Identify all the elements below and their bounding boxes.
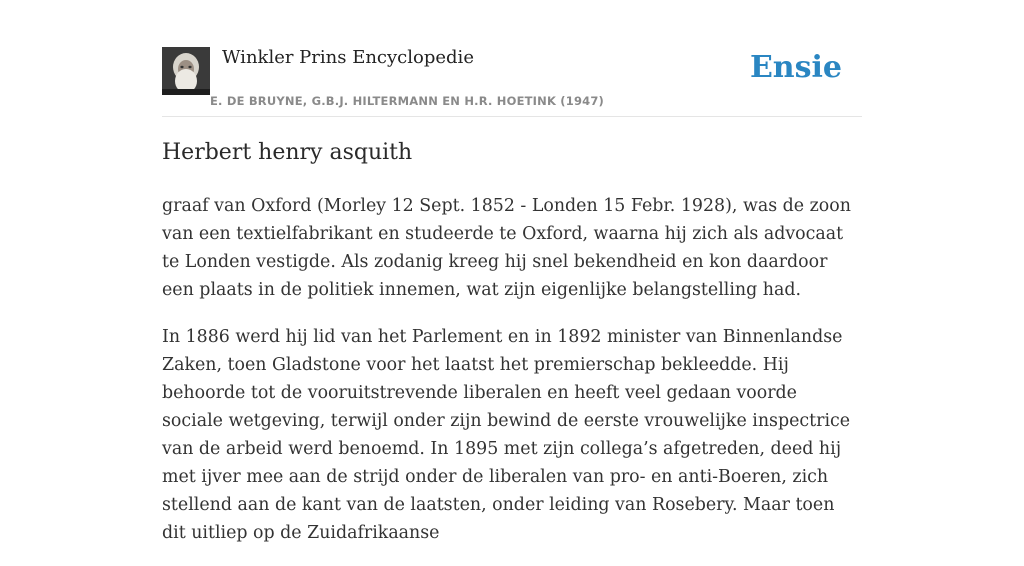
article-title: Herbert henry asquith: [162, 140, 413, 165]
article-paragraph: graaf van Oxford (Morley 12 Sept. 1852 - Londen 15 Febr. 1928), was de zoon van een textielfabrikant en studeerde te Oxford, waarna hij zich als advocaat te Londen vestigde. Als zodanig kreeg hij snel bekendheid en kon daardoor een plaats in de politiek innemen, wat zijn eigenlijke belangstelling had.: [162, 196, 851, 300]
author-portrait: [162, 47, 210, 95]
article-body: [162, 192, 862, 566]
article-paragraph: In 1886 werd hij lid van het Parlement en in 1892 minister van Binnenlandse Zaken, toen Gladstone voor het laatst het premierschap bekleedde. Hij behoorde tot de vooruitstrevende liberalen en heeft veel gedaan voorde sociale wetgeving, terwijl onder zijn bewind de eerste vrouwelijke inspectrice van de arbeid werd benoemd. In 1895 met zijn collega’s afgetreden, deed hij met ijver mee aan de strijd onder de liberalen van pro- en anti-Boeren, zich stellend aan de kant van de laatsten, onder leiding van Rosebery. Maar toen dit uitliep op de Zuidafrikaanse: [162, 327, 851, 543]
source-authors: E. DE BRUYNE, G.B.J. HILTERMANN EN H.R. HOETINK (1947): [210, 94, 605, 108]
source-header: [162, 44, 862, 117]
ensie-logo-link[interactable]: Ensie: [749, 50, 842, 85]
source-title[interactable]: Winkler Prins Encyclopedie: [222, 47, 474, 68]
